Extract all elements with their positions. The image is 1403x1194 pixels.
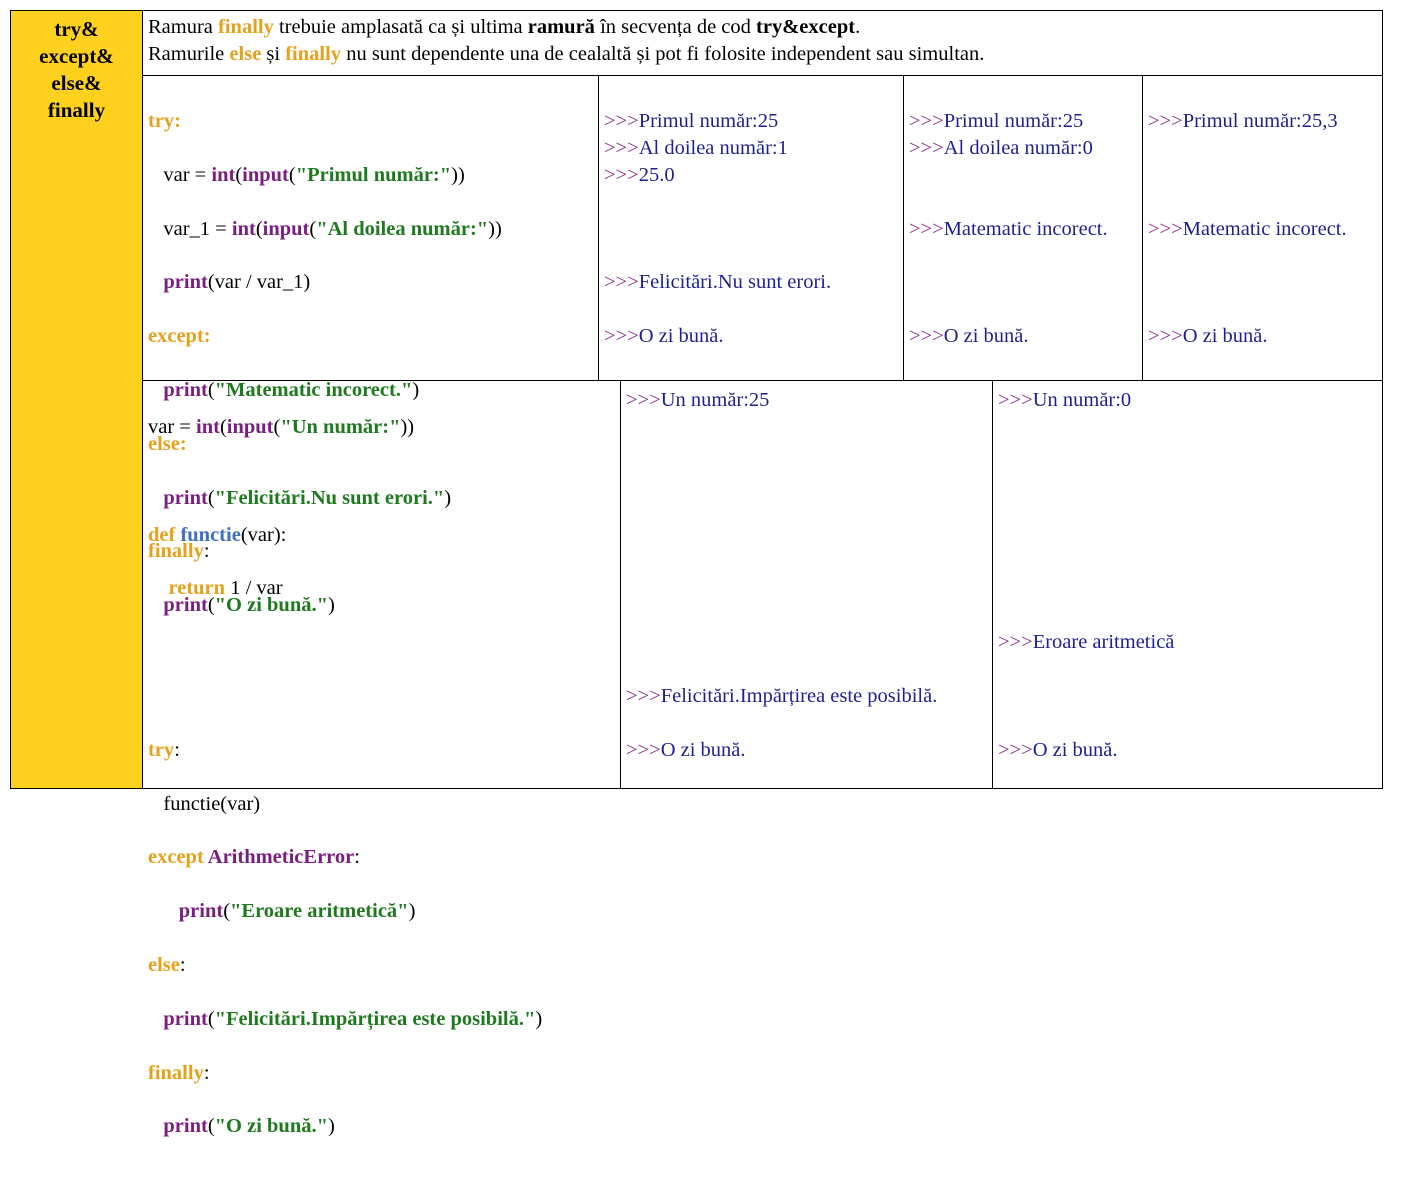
output-line bbox=[626, 441, 992, 468]
prompt-marker: >>> bbox=[604, 163, 639, 186]
code-line: finally: bbox=[148, 1061, 210, 1084]
output-text: O zi bună. bbox=[660, 738, 746, 761]
output-line bbox=[909, 189, 1142, 216]
code-line: except: bbox=[148, 325, 211, 348]
example2-code-block bbox=[143, 381, 620, 1194]
output-line bbox=[626, 683, 992, 710]
output-line bbox=[604, 216, 903, 243]
prompt-marker: >>> bbox=[626, 684, 661, 707]
code-line: functie(var) bbox=[148, 792, 261, 815]
sidebar-section-label bbox=[10, 10, 143, 789]
code-line: def functie(var): bbox=[148, 523, 287, 546]
output-text: Al doilea număr:0 bbox=[943, 136, 1093, 159]
output-line bbox=[604, 162, 903, 189]
prompt-marker: >>> bbox=[909, 110, 944, 132]
output-block bbox=[904, 76, 1142, 350]
output-line bbox=[626, 656, 992, 683]
output-line bbox=[1148, 269, 1382, 296]
output-line bbox=[998, 387, 1382, 414]
output-text: Felicitări.Nu sunt erori. bbox=[638, 271, 832, 294]
code-line: try: bbox=[148, 109, 182, 132]
intro-line-1: Ramura finally trebuie amplasată ca și ultima ramură în secvența de cod try&except. bbox=[148, 16, 861, 38]
output-line bbox=[1148, 189, 1382, 216]
output-line bbox=[998, 629, 1382, 656]
code-line bbox=[148, 683, 620, 710]
example1-output-cell-3 bbox=[1142, 75, 1383, 381]
code-line: finally: bbox=[148, 540, 210, 563]
code-line: return 1 / var bbox=[168, 577, 283, 600]
code-line bbox=[148, 629, 620, 656]
output-text: Matematic incorect. bbox=[1182, 217, 1347, 240]
code-line: var = int(input("Primul număr:")) bbox=[148, 163, 465, 186]
output-text: Un număr:0 bbox=[1032, 389, 1132, 411]
output-line bbox=[626, 387, 992, 414]
prompt-marker: >>> bbox=[604, 110, 639, 132]
output-block bbox=[1143, 76, 1382, 350]
code-line: else: bbox=[148, 954, 186, 977]
output-line bbox=[998, 710, 1382, 737]
output-line bbox=[998, 575, 1382, 602]
output-line bbox=[909, 296, 1142, 323]
output-line bbox=[998, 656, 1382, 683]
code-line: print("Felicitări.Impărțirea este posibilă.") bbox=[163, 1007, 543, 1030]
output-line bbox=[604, 296, 903, 323]
sidebar-title bbox=[11, 11, 142, 124]
prompt-marker: >>> bbox=[998, 738, 1033, 761]
code-line: print(var / var_1) bbox=[163, 271, 311, 294]
output-line bbox=[604, 243, 903, 270]
intro-text bbox=[143, 11, 1382, 68]
output-text: O zi bună. bbox=[1032, 738, 1118, 761]
output-line bbox=[604, 323, 903, 350]
output-line bbox=[909, 162, 1142, 189]
prompt-marker: >>> bbox=[909, 325, 944, 348]
output-block bbox=[599, 76, 903, 350]
output-line bbox=[998, 548, 1382, 575]
output-line bbox=[909, 243, 1142, 270]
output-line bbox=[909, 269, 1142, 296]
output-line bbox=[909, 323, 1142, 350]
output-line bbox=[1148, 135, 1382, 162]
sidebar-label-line: else& bbox=[51, 71, 102, 95]
output-text: 25.0 bbox=[638, 163, 675, 186]
output-text: Al doilea număr:1 bbox=[638, 136, 788, 159]
sidebar-label-line: except& bbox=[39, 44, 114, 68]
code-line: print("Eroare aritmetică") bbox=[178, 900, 416, 923]
output-line bbox=[998, 441, 1382, 468]
code-line bbox=[148, 468, 620, 495]
output-line bbox=[998, 414, 1382, 441]
prompt-marker: >>> bbox=[1148, 217, 1183, 240]
output-text: O zi bună. bbox=[638, 325, 724, 348]
output-line bbox=[998, 602, 1382, 629]
output-line bbox=[604, 108, 903, 135]
output-line bbox=[604, 135, 903, 162]
prompt-marker: >>> bbox=[604, 136, 639, 159]
output-text: Felicitări.Impărțirea este posibilă. bbox=[660, 684, 938, 707]
code-line: var_1 = int(input("Al doilea număr:")) bbox=[148, 217, 502, 240]
code-line: print("O zi bună.") bbox=[163, 1115, 335, 1138]
code-line: try: bbox=[148, 738, 180, 761]
output-line bbox=[626, 522, 992, 549]
output-text: Matematic incorect. bbox=[943, 217, 1108, 240]
code-line: else: bbox=[148, 432, 187, 455]
example1-output-cell-1 bbox=[598, 75, 904, 381]
prompt-marker: >>> bbox=[1148, 325, 1183, 348]
output-line bbox=[626, 414, 992, 441]
prompt-marker: >>> bbox=[626, 389, 661, 411]
intro-cell bbox=[142, 10, 1383, 76]
output-line bbox=[998, 522, 1382, 549]
example2-code-cell bbox=[142, 380, 621, 1138]
code-line: print("Felicitări.Nu sunt erori.") bbox=[163, 486, 452, 509]
output-line bbox=[626, 548, 992, 575]
output-line bbox=[626, 602, 992, 629]
output-block bbox=[993, 381, 1382, 764]
output-line bbox=[626, 629, 992, 656]
prompt-marker: >>> bbox=[998, 631, 1033, 654]
output-line bbox=[604, 269, 903, 296]
output-line bbox=[604, 189, 903, 216]
output-line bbox=[998, 468, 1382, 495]
output-line bbox=[998, 683, 1382, 710]
prompt-marker: >>> bbox=[626, 738, 661, 761]
output-line bbox=[1148, 323, 1382, 350]
output-line bbox=[909, 108, 1142, 135]
output-text: O zi bună. bbox=[943, 325, 1029, 348]
output-line bbox=[1148, 108, 1382, 135]
output-line bbox=[626, 737, 992, 764]
output-block bbox=[621, 381, 992, 764]
code-line: print("O zi bună.") bbox=[163, 594, 335, 617]
prompt-marker: >>> bbox=[998, 389, 1033, 411]
sidebar-label-line: finally bbox=[47, 98, 106, 122]
prompt-marker: >>> bbox=[604, 325, 639, 348]
output-line bbox=[626, 710, 992, 737]
example2-output-cell-2 bbox=[992, 380, 1383, 789]
prompt-marker: >>> bbox=[1148, 110, 1183, 132]
code-line: var = int(input("Un număr:")) bbox=[148, 415, 415, 438]
output-line bbox=[626, 468, 992, 495]
output-line bbox=[626, 575, 992, 602]
output-line bbox=[1148, 216, 1382, 243]
code-line: print("Matematic incorect.") bbox=[163, 378, 420, 401]
code-line: except ArithmeticError: bbox=[148, 846, 360, 869]
output-text: Un număr:25 bbox=[660, 389, 770, 411]
output-line bbox=[1148, 162, 1382, 189]
output-line bbox=[998, 737, 1382, 764]
output-line bbox=[998, 495, 1382, 522]
output-line bbox=[1148, 243, 1382, 270]
prompt-marker: >>> bbox=[909, 217, 944, 240]
output-line bbox=[1148, 296, 1382, 323]
output-line bbox=[626, 495, 992, 522]
example2-output-cell-1 bbox=[620, 380, 993, 789]
output-line bbox=[909, 135, 1142, 162]
prompt-marker: >>> bbox=[604, 271, 639, 294]
output-line bbox=[909, 216, 1142, 243]
intro-line-2: Ramurile else și finally nu sunt dependente una de cealaltă și pot fi folosite independent sau simultan. bbox=[148, 43, 985, 65]
output-text: Primul număr:25 bbox=[943, 110, 1084, 132]
example1-output-cell-2 bbox=[903, 75, 1143, 381]
prompt-marker: >>> bbox=[909, 136, 944, 159]
output-text: Eroare aritmetică bbox=[1032, 631, 1175, 654]
sidebar-label-line: try& bbox=[54, 17, 99, 41]
output-text: Primul număr:25 bbox=[638, 110, 779, 132]
output-text: Primul număr:25,3 bbox=[1182, 110, 1338, 132]
output-text: O zi bună. bbox=[1182, 325, 1268, 348]
